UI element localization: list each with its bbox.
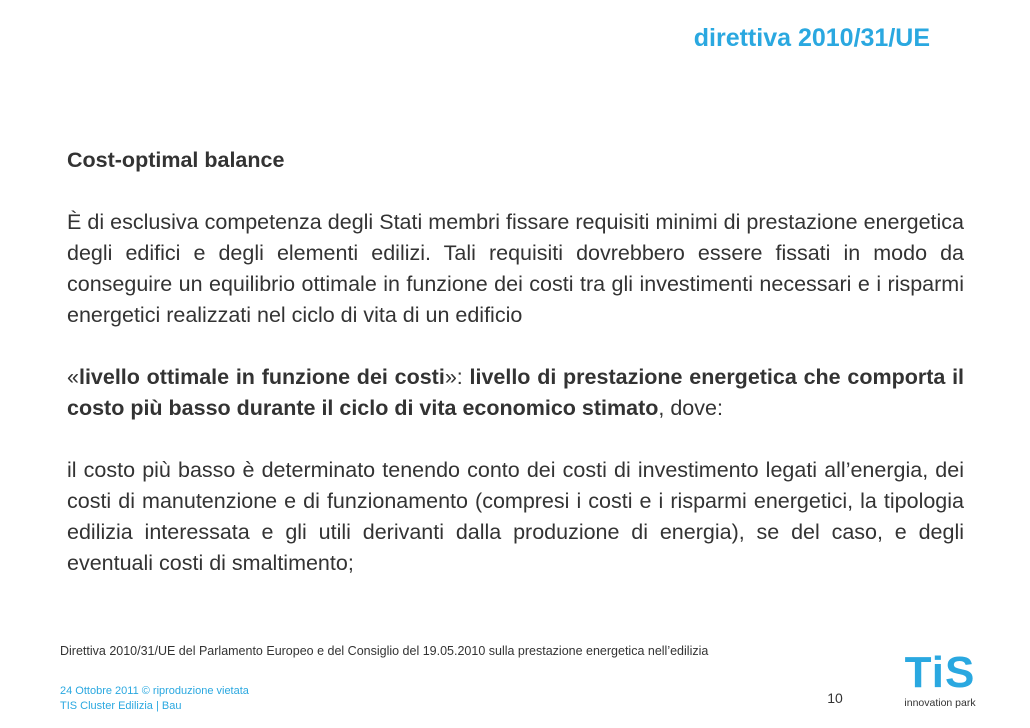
paragraph-requirements: È di esclusiva competenza degli Stati membri fissare requisiti minimi di prestazione energetica degli edifici e degli elementi edilizi. Tali requisiti dovrebbero essere fissati in modo da conseguire un equilibrio ottimale in funzione dei costi tra gli investimenti necessari e i risparmi energetici realizzati nel ciclo di vita di un edificio xyxy=(67,210,964,327)
tis-logo-mark: TiS xyxy=(904,648,976,697)
source-footnote: Direttiva 2010/31/UE del Parlamento Europeo e del Consiglio del 19.05.2010 sulla prestazione energetica nell’edilizia xyxy=(60,644,709,658)
paragraph-gap xyxy=(67,424,964,455)
close-quote: »: xyxy=(444,365,470,389)
page-number: 10 xyxy=(827,690,843,706)
slide-title: direttiva 2010/31/UE xyxy=(693,24,930,52)
tis-logo xyxy=(900,650,980,712)
definition-paragraph xyxy=(67,362,964,424)
section-heading: Cost-optimal balance xyxy=(67,148,285,172)
footer-organization: TIS Cluster Edilizia | Bau xyxy=(60,700,182,712)
definition-meaning: livello di prestazione energetica che comporta il costo più basso durante il ciclo di vita economico stimato xyxy=(67,365,965,420)
footer-date-copyright: 24 Ottobre 2011 © riproduzione vietata xyxy=(60,685,249,697)
tis-logo-caption: innovation park xyxy=(904,697,976,709)
slide-content xyxy=(67,145,964,579)
paragraph-gap xyxy=(67,331,964,362)
paragraph-lowest-cost: il costo più basso è determinato tenendo conto dei costi di investimento legati all’energia, dei costi di manutenzione e di funzionamento (compresi i costi e i risparmi energetici, la tipologia edilizia interessata e gli utili derivanti dalla produzione di energia), se del caso, e degli eventuali costi di smaltimento; xyxy=(67,458,964,575)
definition-tail: , dove: xyxy=(658,396,723,420)
open-quote: « xyxy=(67,365,79,389)
definition-term: livello ottimale in funzione dei costi xyxy=(78,365,445,389)
